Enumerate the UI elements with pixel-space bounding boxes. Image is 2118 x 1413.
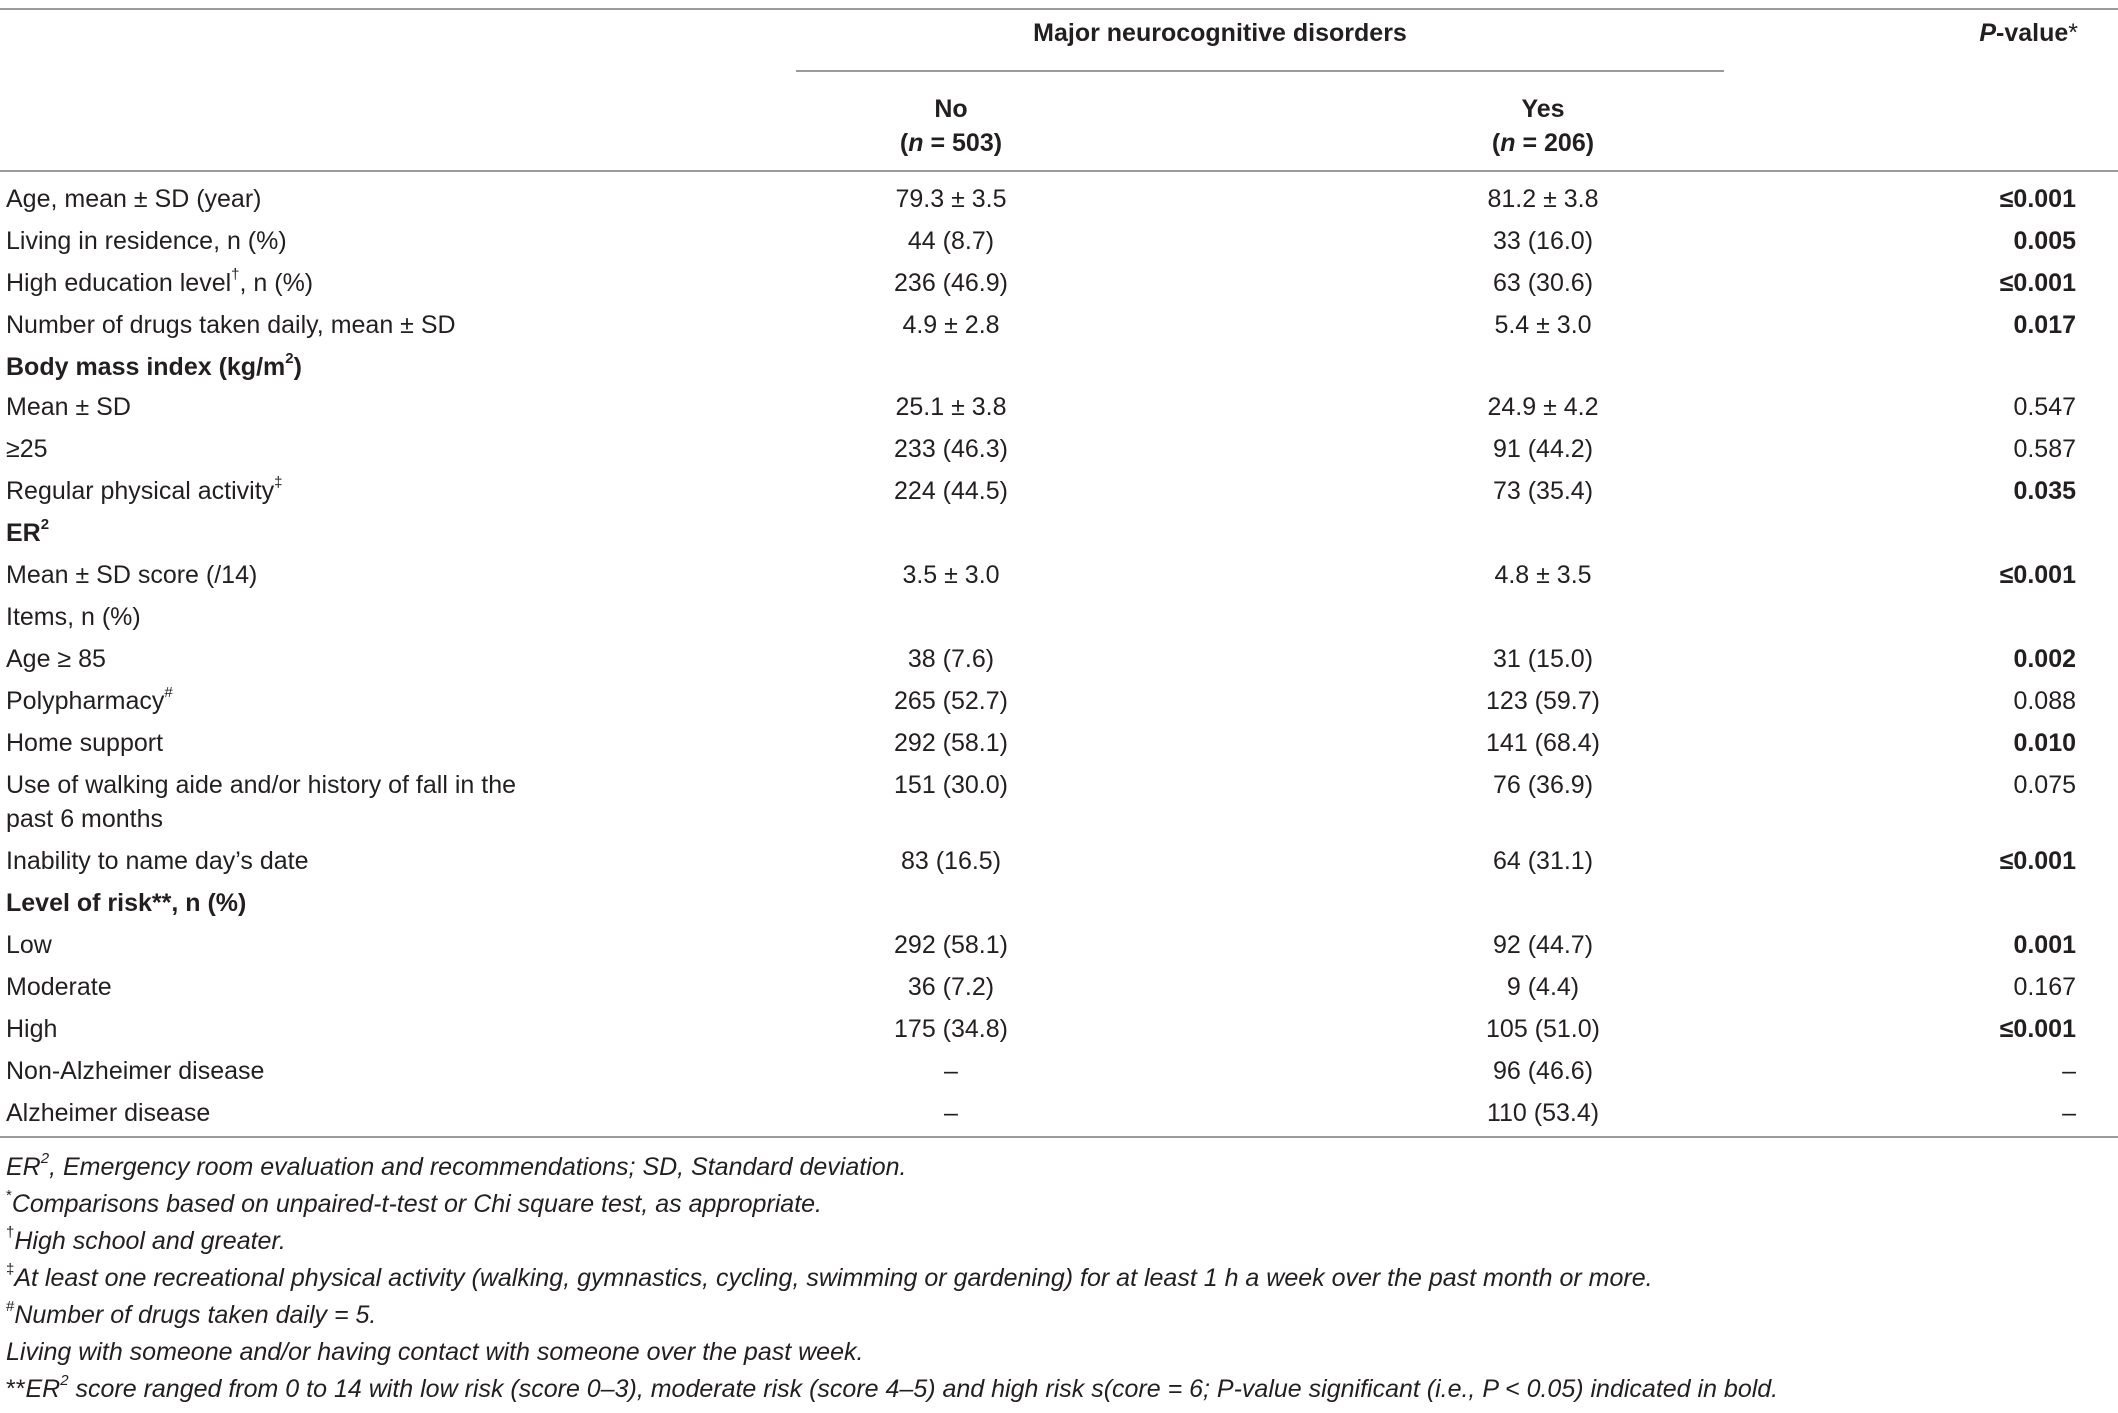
- row-moderate-no: 36 (7.2): [907, 973, 995, 1001]
- row-age-p: ≤0.001: [1999, 185, 2076, 213]
- row-bmi-mean-label: Mean ± SD: [6, 393, 131, 421]
- row-bmi-25-p: 0.587: [2013, 435, 2076, 463]
- footnote-dagger: †High school and greater.: [6, 1223, 286, 1255]
- row-homesupport-yes: 141 (68.4): [1486, 729, 1600, 757]
- row-walking-label: Use of walking aide and/or history of fall in the: [6, 771, 516, 799]
- row-walking-yes: 76 (36.9): [1492, 771, 1594, 799]
- row-activity-no: 224 (44.5): [894, 477, 1008, 505]
- row-alz-p: –: [2062, 1099, 2076, 1127]
- row-drugs-p: 0.017: [2013, 311, 2076, 339]
- row-education-label: High education level†, n (%): [6, 265, 314, 297]
- row-dayname-p: ≤0.001: [1999, 847, 2076, 875]
- row-polypharmacy-p: 0.088: [2013, 687, 2076, 715]
- row-walking-no: 151 (30.0): [894, 771, 1008, 799]
- row-bmi-25-yes: 91 (44.2): [1492, 435, 1594, 463]
- row-nonalz-no: –: [944, 1057, 958, 1085]
- row-education-no: 236 (46.9): [894, 269, 1008, 297]
- row-high-label: High: [6, 1015, 58, 1043]
- row-age85-p: 0.002: [2013, 645, 2076, 673]
- row-er2-mean-yes: 4.8 ± 3.5: [1494, 561, 1592, 589]
- footnote-ddagger: ‡At least one recreational physical activity (walking, gymnastics, cycling, swimming or gardening) for at least 1 h a week over the past month or more.: [6, 1260, 1653, 1292]
- footnote-double-star: $**ER^2$ score ranged from 0 to 14 with low risk (score 0–3), moderate risk (score 4–5) and high risk s(core = 6; P-value significant (i.e., P < 0.05) indicated in bold.: [6, 1371, 1779, 1403]
- row-walking-p: 0.075: [2013, 771, 2076, 799]
- pvalue-header: [1979, 16, 2078, 50]
- row-nonalz-yes: 96 (46.6): [1492, 1057, 1594, 1085]
- top-rule: [0, 8, 2118, 10]
- row-high-no: 175 (34.8): [894, 1015, 1008, 1043]
- row-age85-yes: 31 (15.0): [1492, 645, 1594, 673]
- row-low-yes: 92 (44.7): [1492, 931, 1594, 959]
- row-age85-label: Age ≥ 85: [6, 645, 106, 673]
- row-moderate-yes: 9 (4.4): [1506, 973, 1580, 1001]
- row-high-yes: 105 (51.0): [1486, 1015, 1600, 1043]
- pvalue-header-italic: P: [1979, 19, 1996, 47]
- footnote-er2: $ER^2$, Emergency room evaluation and recommendations; SD, Standard deviation.: [6, 1149, 907, 1181]
- row-low-label: Low: [6, 931, 52, 959]
- row-er2-mean-p: ≤0.001: [1999, 561, 2076, 589]
- row-bmi-mean-yes: 24.9 ± 4.2: [1487, 393, 1599, 421]
- row-polypharmacy-label: Polypharmacy#: [6, 683, 173, 715]
- row-nonalz-p: –: [2062, 1057, 2076, 1085]
- section-risk-label: Level of risk**, n (%): [6, 889, 247, 917]
- row-moderate-p: 0.167: [2013, 973, 2076, 1001]
- pvalue-header-rest: -value: [1996, 19, 2069, 47]
- group-title: Major neurocognitive disorders: [1033, 19, 1407, 47]
- row-er2-mean-no: 3.5 ± 3.0: [902, 561, 1000, 589]
- row-polypharmacy-no: 265 (52.7): [894, 687, 1008, 715]
- table-bottom-rule: [0, 1136, 2118, 1138]
- row-dayname-no: 83 (16.5): [900, 847, 1002, 875]
- col-no-label: No: [934, 95, 968, 123]
- row-moderate-label: Moderate: [6, 973, 112, 1001]
- row-residence-label: Living in residence, n (%): [6, 227, 287, 255]
- row-low-p: 0.001: [2013, 931, 2076, 959]
- row-drugs-label: Number of drugs taken daily, mean ± SD: [6, 311, 456, 339]
- row-drugs-yes: 5.4 ± 3.0: [1494, 311, 1592, 339]
- row-dayname-yes: 64 (31.1): [1492, 847, 1594, 875]
- col-no-header: [848, 92, 1054, 160]
- header-bottom-rule: [0, 170, 2118, 172]
- footnote-star: *Comparisons based on unpaired-t-test or Chi square test, as appropriate.: [6, 1186, 822, 1218]
- col-yes-header: [1440, 92, 1646, 160]
- pvalue-header-mark: *: [2068, 19, 2078, 47]
- row-homesupport-p: 0.010: [2013, 729, 2076, 757]
- row-education-p: ≤0.001: [1999, 269, 2076, 297]
- row-items-label: Items, n (%): [6, 603, 141, 631]
- row-polypharmacy-yes: 123 (59.7): [1486, 687, 1600, 715]
- row-drugs-no: 4.9 ± 2.8: [902, 311, 1000, 339]
- row-homesupport-no: 292 (58.1): [894, 729, 1008, 757]
- row-residence-no: 44 (8.7): [907, 227, 995, 255]
- row-age85-no: 38 (7.6): [907, 645, 995, 673]
- row-activity-label: Regular physical activity‡: [6, 473, 283, 505]
- footnote-hash: #Number of drugs taken daily = 5.: [6, 1297, 377, 1329]
- row-bmi-mean-p: 0.547: [2013, 393, 2076, 421]
- row-bmi-25-label: ≥25: [6, 435, 48, 463]
- row-high-p: ≤0.001: [1999, 1015, 2076, 1043]
- row-age-yes: 81.2 ± 3.8: [1487, 185, 1599, 213]
- row-alz-label: Alzheimer disease: [6, 1099, 211, 1127]
- row-activity-yes: 73 (35.4): [1492, 477, 1594, 505]
- row-age-label: Age, mean ± SD (year): [6, 185, 262, 213]
- row-dayname-label: Inability to name day’s date: [6, 847, 309, 875]
- col-yes-n: (n = 206): [1491, 129, 1595, 157]
- row-bmi-mean-no: 25.1 ± 3.8: [895, 393, 1007, 421]
- col-yes-label: Yes: [1521, 95, 1565, 123]
- row-education-yes: 63 (30.6): [1492, 269, 1594, 297]
- row-age-no: 79.3 ± 3.5: [895, 185, 1007, 213]
- row-residence-yes: 33 (16.0): [1492, 227, 1594, 255]
- row-activity-p: 0.035: [2013, 477, 2076, 505]
- row-bmi-25-no: 233 (46.3): [894, 435, 1008, 463]
- footnote-living: Living with someone and/or having contact with someone over the past week.: [6, 1338, 864, 1366]
- section-bmi-label: Body mass index $(kg/m^2)$: [6, 349, 302, 381]
- row-alz-no: –: [944, 1099, 958, 1127]
- row-nonalz-label: Non-Alzheimer disease: [6, 1057, 265, 1085]
- row-alz-yes: 110 (53.4): [1486, 1099, 1600, 1127]
- group-rule: [796, 70, 1724, 72]
- section-er2-label: $ER^2$: [6, 515, 50, 547]
- row-er2-mean-label: Mean ± SD score (/14): [6, 561, 258, 589]
- row-low-no: 292 (58.1): [894, 931, 1008, 959]
- row-residence-p: 0.005: [2013, 227, 2076, 255]
- row-homesupport-label: Home support: [6, 729, 164, 757]
- col-no-n: (n = 503): [899, 129, 1003, 157]
- row-walking-label-line2: past 6 months: [6, 805, 164, 833]
